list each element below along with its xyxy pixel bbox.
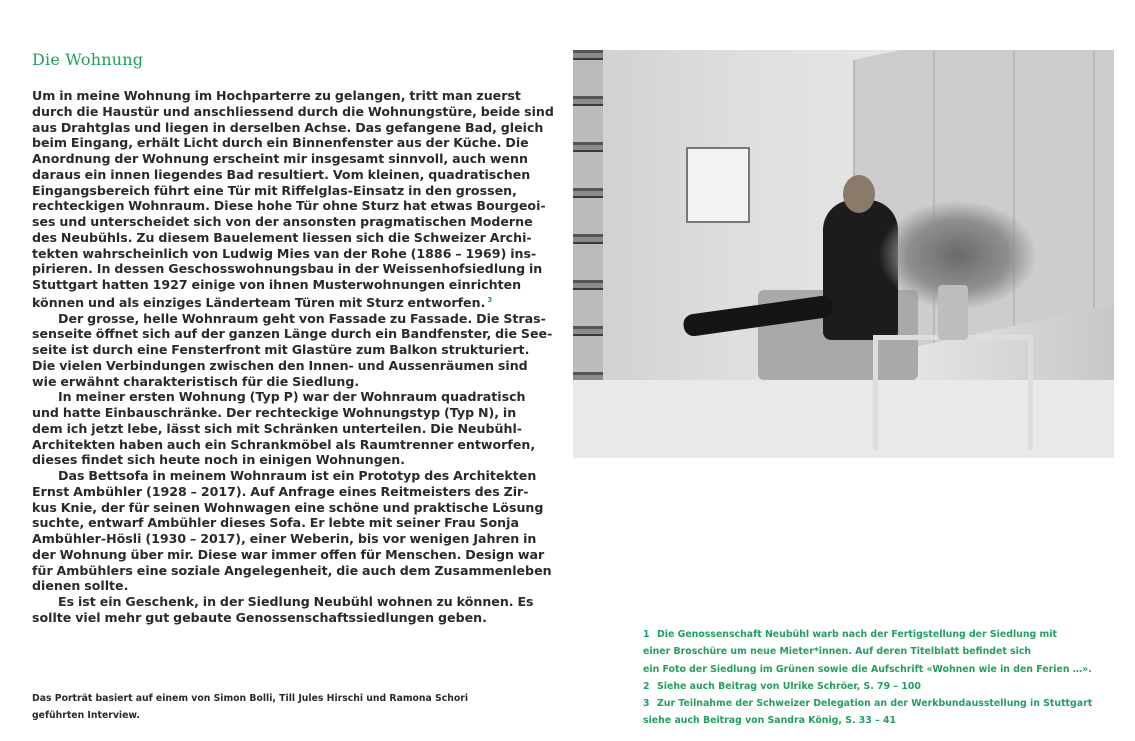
body-line: senseite öffnet sich auf der ganzen Länge durch ein Bandfenster, die See- — [32, 326, 553, 342]
footnote-text: Siehe auch Beitrag von Ulrike Schröer, S. 79 – 100 — [657, 680, 921, 692]
body-line: der Wohnung über mir. Diese war immer offen für Menschen. Design war — [32, 546, 545, 562]
footnote-number: 1 — [643, 629, 650, 640]
person-head — [843, 175, 875, 213]
body-line: sollte viel mehr gut gebaute Genossenschaftssiedlungen geben. — [32, 609, 487, 625]
body-line: kus Knie, der für seinen Wohnwagen eine schöne und praktische Lösung — [32, 499, 544, 515]
section-title: Die Wohnung — [32, 50, 144, 69]
footnotes — [643, 626, 1092, 730]
body-line: suchte, entwarf Ambühler dieses Sofa. Er lebte mit seiner Frau Sonja — [32, 515, 519, 531]
portrait-caption — [32, 690, 468, 724]
footnote-text: Die Genossenschaft Neubühl warb nach der Fertigstellung der Siedlung mit — [657, 629, 1057, 640]
footnote-line — [643, 695, 1092, 712]
body-line: In meiner ersten Wohnung (Typ P) war der Wohnraum quadratisch — [58, 389, 526, 405]
footnote-line — [643, 678, 1092, 695]
body-line: daraus ein innen liegendes Bad resultiert. Vom kleinen, quadratischen — [32, 166, 531, 182]
body-line: für Ambühlers eine soziale Angelegenheit, die auch dem Zusammenleben — [32, 562, 552, 578]
body-line: tekten wahrscheinlich von Ludwig Mies van der Rohe (1886 – 1969) ins- — [32, 245, 537, 261]
body-line: rechteckigen Wohnraum. Diese hohe Tür ohne Sturz hat etwas Bourgeoi- — [32, 198, 546, 214]
body-line: pirieren. In dessen Geschosswohnungsbau in der Weissenhofsiedlung in — [32, 261, 543, 277]
footnote-text: ein Foto der Siedlung im Grünen sowie die Aufschrift «Wohnen wie in den Ferien …». — [643, 663, 1092, 675]
body-line: Ernst Ambühler (1928 – 2017). Auf Anfrage eines Reitmeisters des Zir- — [32, 483, 529, 499]
body-line: ses und unterscheidet sich von der ansonsten pragmatischen Moderne — [32, 214, 533, 229]
footnote-text: einer Broschüre um neue Mieter*innen. Auf deren Titelblatt befindet sich — [643, 646, 1032, 658]
body-line: Das Bettsofa in meinem Wohnraum ist ein Prototyp des Architekten — [58, 468, 537, 484]
body-line: Eingangsbereich führt eine Tür mit Riffelglas-Einsatz in den grossen, — [32, 182, 517, 198]
footnote-text: siehe auch Beitrag von Sandra König, S. 33 – 41 — [643, 715, 897, 727]
body-line: Ambühler-Hösli (1930 – 2017), einer Weberin, bis vor wenigen Jahren in — [32, 531, 537, 547]
body-line: dieses findet sich heute noch in einigen Wohnungen. — [32, 452, 406, 468]
footnote-line — [643, 712, 1092, 729]
body-line: Um in meine Wohnung im Hochparterre zu gelangen, tritt man zuerst — [32, 88, 521, 103]
body-line: durch die Haustür und anschliessend durch die Wohnungstüre, beide sind — [32, 103, 554, 119]
footnote-number: 3 — [643, 698, 650, 710]
body-line: wie erwähnt charakteristisch für die Siedlung. — [32, 373, 360, 389]
side-table — [873, 335, 1033, 450]
body-line: Stuttgart hatten 1927 einige von ihnen Musterwohnungen einrichten — [32, 277, 522, 292]
body-line: Der grosse, helle Wohnraum geht von Fassade zu Fassade. Die Stras- — [58, 310, 546, 326]
footnote-line — [643, 643, 1092, 660]
caption-line: Das Porträt basiert auf einem von Simon Bolli, Till Jules Hirschi und Ramona Schori — [32, 693, 469, 704]
body-line: seite ist durch eine Fensterfront mit Glastüre zum Balkon strukturiert. — [32, 342, 530, 358]
body-line: können und als einziges Länderteam Türen mit Sturz entworfen. $^3$ — [32, 294, 493, 310]
body-line: aus Drahtglas und liegen in derselben Achse. Das gefangene Bad, gleich — [32, 119, 544, 135]
body-text — [32, 88, 554, 626]
framed-picture — [686, 147, 750, 223]
footnote-line — [643, 626, 1092, 643]
body-line: Architekten haben auch ein Schrankmöbel als Raumtrenner entworfen, — [32, 436, 536, 452]
body-line: Die vielen Verbindungen zwischen den Innen- und Aussenräumen sind — [32, 357, 528, 373]
body-line: des Neubühls. Zu diesem Bauelement liessen sich die Schweizer Archi- — [32, 229, 532, 245]
footnote-line — [643, 661, 1092, 678]
portrait-photo — [573, 50, 1114, 458]
body-line: beim Eingang, erhält Licht durch ein Binnenfenster aus der Küche. Die — [32, 135, 529, 151]
caption-line: geführten Interview. — [32, 710, 140, 721]
footnote-number: 2 — [643, 680, 650, 692]
vase — [938, 285, 968, 340]
body-line: Anordnung der Wohnung erscheint mir insgesamt sinnvoll, auch wenn — [32, 151, 528, 166]
body-line: und hatte Einbauschränke. Der rechteckige Wohnungstyp (Typ N), in — [32, 405, 517, 421]
body-line: dienen sollte. — [32, 578, 129, 594]
footnote-ref: 3 — [487, 295, 493, 304]
body-line: dem ich jetzt lebe, lässt sich mit Schränken unterteilen. Die Neubühl- — [32, 420, 522, 436]
footnote-text: Zur Teilnahme der Schweizer Delegation an der Werkbundausstellung in Stuttgart — [657, 698, 1093, 710]
body-line: Es ist ein Geschenk, in der Siedlung Neubühl wohnen zu können. Es — [58, 594, 534, 610]
